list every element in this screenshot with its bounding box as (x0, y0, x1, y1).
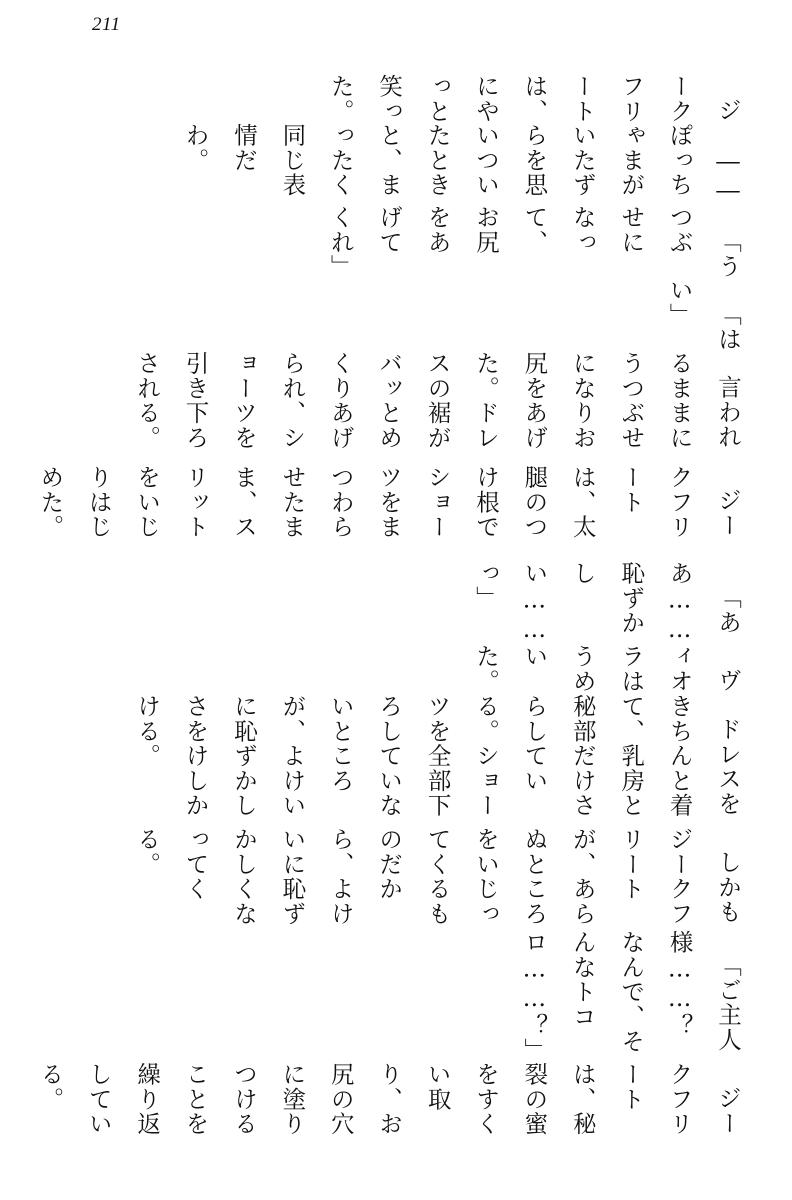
paragraph: しかもジークフリートが、あらぬところをいじってくるものだから、よけいに恥ずかしくなってくる。 (133, 826, 742, 926)
body-text-block (36, 74, 752, 1154)
paragraph: ジークフリートは、にやっと笑った。 (326, 74, 742, 124)
paragraph: ジークフリートは、秘裂の蜜をすくい取り、お尻の穴に塗りつけることを繰り返している。 (36, 1062, 742, 1137)
paragraph: 「ああ……恥ずかしい……っ」 (471, 561, 742, 645)
page-number: 211 (92, 14, 121, 35)
paragraph: 「うつぶせになって、お尻をあげてくれ」 (326, 205, 742, 280)
paragraph: ジークフリートは、太腿のつけ根でショーツをまつわらせたまま、スリットをいじりはじめた。 (36, 464, 742, 539)
paragraph: ドレスをきちんと着て、乳房と秘部だけさらしている。ショーツを全部下ろしていないところが、よけいに恥ずかしさをけしかける。 (133, 693, 742, 818)
paragraph: 「はい」 (665, 278, 742, 352)
paragraph: 言われるままにうつぶせになりお尻をあげた。ドレスの裾がバッとめくりあげられ、ショーツを引き下ろされる。 (133, 351, 742, 450)
paragraph: ヴィオラはうめいた。 (471, 644, 742, 694)
paragraph: 「ご主人様……？ なんで、そんなトコロ……？」 (520, 929, 742, 1063)
paragraph: ――ぽっちゃまがいたずらを思いついたときと、まったく同じ表情だわ。 (181, 123, 742, 206)
